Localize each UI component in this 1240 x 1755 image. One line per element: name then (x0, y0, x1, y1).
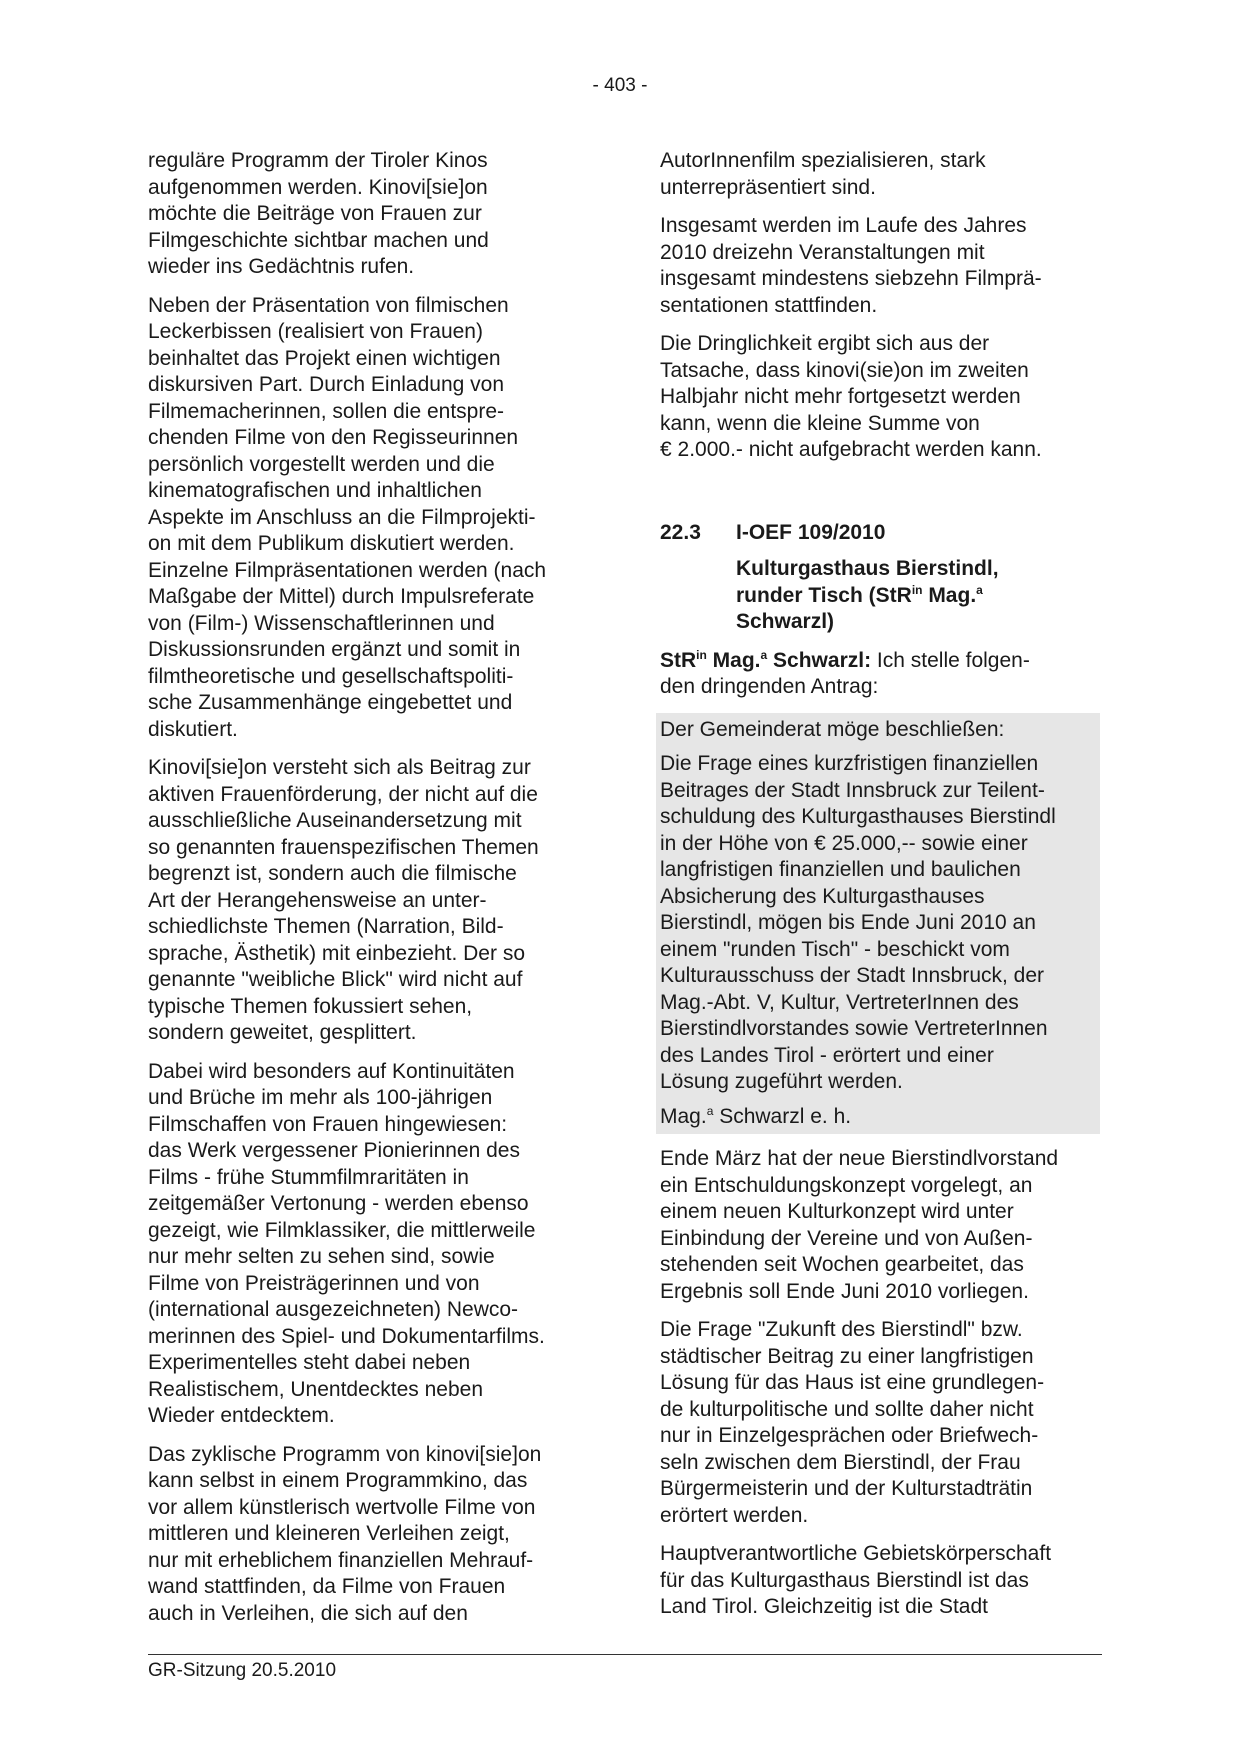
text-line: merinnen des Spiel- und Dokumentarfilms. (148, 1324, 545, 1348)
text-line: Hauptverantwortliche Gebietskörperschaft (660, 1542, 1052, 1565)
text-line: Ende März hat der neue Bierstindlvorstand (660, 1147, 1059, 1170)
text-line: de kulturpolitische und sollte daher nicht (660, 1397, 1034, 1421)
agenda-title-line: Schwarzl) (736, 610, 835, 633)
text-line: Einzelne Filmpräsentationen werden (nach (148, 558, 547, 582)
text-line: das Werk vergessener Pionierinnen des (148, 1139, 520, 1162)
text-line: beinhaltet das Projekt einen wichtigen (148, 346, 501, 370)
text-line: Beitrages der Stadt Innsbruck zur Teilent- (660, 778, 1045, 802)
paragraph (148, 1442, 588, 1628)
text-line: stehenden seit Wochen gearbeitet, das (660, 1253, 1024, 1276)
signature-text: Schwarzl e. h. (713, 1104, 852, 1128)
page-number: - 403 - (592, 75, 648, 96)
text-line: kinematografischen und inhaltlichen (148, 479, 482, 502)
text-line: Lösung zugeführt werden. (660, 1070, 903, 1093)
agenda-item-header (660, 520, 1096, 547)
text-line: Filmschaffen von Frauen hingewiesen: (148, 1112, 508, 1136)
speaker-name-text: StR (660, 648, 697, 672)
text-line: Tatsache, dass kinovi(sie)on im zweiten (660, 358, 1029, 382)
text-line: Kulturausschuss der Stadt Innsbruck, der (660, 964, 1045, 987)
agenda-title-line (736, 583, 1096, 610)
text-line: Aspekte im Anschluss an die Filmprojekti- (148, 505, 536, 529)
agenda-title-sup: in (911, 582, 923, 597)
text-line: langfristigen finanziellen und baulichen (660, 858, 1021, 881)
text-line: Halbjahr nicht mehr fortgesetzt werden (660, 385, 1021, 408)
text-line: aktiven Frauenförderung, der nicht auf die (148, 782, 538, 806)
text-line: ausschließliche Auseinandersetzung mit (148, 809, 522, 832)
text-line: Lösung für das Haus ist eine grundlegen- (660, 1371, 1045, 1394)
text-line: on mit dem Publikum diskutiert werden. (148, 532, 515, 555)
text-line: nur in Einzelgesprächen oder Briefwech- (660, 1424, 1039, 1447)
paragraph (148, 148, 588, 281)
paragraph (660, 148, 1096, 201)
text-line: (international ausgezeichneten) Newco- (148, 1298, 519, 1321)
speaker-name-text: Mag. (706, 648, 761, 672)
text-line: auch in Verleihen, die sich auf den (148, 1601, 468, 1625)
text-line: Dabei wird besonders auf Kontinuitäten (148, 1059, 515, 1083)
text-line: Art der Herangehensweise an unter- (148, 888, 487, 912)
text-line: Das zyklische Programm von kinovi[sie]on (148, 1442, 542, 1466)
text-line: wieder ins Gedächtnis rufen. (148, 255, 415, 278)
motion-box (656, 713, 1100, 1135)
text-line: sondern geweitet, gesplittert. (148, 1021, 417, 1044)
text-line: Bierstindl, mögen bis Ende Juni 2010 an (660, 911, 1036, 934)
text-line: diskursiven Part. Durch Einladung von (148, 373, 505, 396)
text-line: gezeigt, wie Filmklassiker, die mittlerweile (148, 1218, 536, 1242)
footer-divider (148, 1654, 1102, 1655)
text-line: sprache, Ästhetik) mit einbezieht. Der so (148, 941, 525, 965)
text-line: nur mehr selten zu sehen sind, sowie (148, 1245, 495, 1268)
paragraph (148, 1059, 588, 1430)
right-column (660, 148, 1096, 1633)
text-line: kann selbst in einem Programmkino, das (148, 1469, 528, 1492)
left-column (148, 148, 588, 1639)
speaker-name (660, 649, 871, 672)
speaker-line: den dringenden Antrag: (660, 675, 879, 698)
text-line: Neben der Präsentation von filmischen (148, 293, 509, 317)
signature-text: Mag. (660, 1104, 707, 1128)
text-line: persönlich vorgestellt werden und die (148, 452, 495, 476)
text-line: möchte die Beiträge von Frauen zur (148, 202, 482, 225)
text-line: Filmemacherinnen, sollen die entspre- (148, 399, 505, 423)
agenda-code: I-OEF 109/2010 (736, 520, 886, 544)
text-line: Films - frühe Stummfilmraritäten in (148, 1165, 469, 1189)
agenda-number: 22.3 (660, 520, 701, 544)
text-line: Experimentelles steht dabei neben (148, 1351, 471, 1374)
agenda-title (660, 556, 1096, 636)
agenda-title-text: runder Tisch (StR (736, 583, 912, 607)
text-line: in der Höhe von € 25.000,-- sowie einer (660, 831, 1028, 855)
text-line: € 2.000.- nicht aufgebracht werden kann. (660, 438, 1042, 461)
speaker-text: Ich stelle folgen- (871, 648, 1030, 672)
text-line: typische Themen fokussiert sehen, (148, 994, 473, 1018)
paragraph (660, 331, 1096, 464)
text-line: Die Frage eines kurzfristigen finanziellen (660, 752, 1039, 775)
text-line: ein Entschuldungskonzept vorgelegt, an (660, 1173, 1033, 1197)
text-line: insgesamt mindestens siebzehn Filmprä- (660, 267, 1042, 290)
text-line: Kinovi[sie]on versteht sich als Beitrag zur (148, 756, 531, 779)
text-line: Leckerbissen (realisiert von Frauen) (148, 320, 483, 343)
text-line: mittleren und kleineren Verleihen zeigt, (148, 1522, 510, 1545)
text-line: von (Film-) Wissenschaftlerinnen und (148, 611, 495, 635)
text-line: Diskussionsrunden ergänzt und somit in (148, 638, 521, 661)
text-line: Bierstindlvorstandes sowie VertreterInnen (660, 1017, 1048, 1040)
text-line: Filmgeschichte sichtbar machen und (148, 228, 489, 252)
text-line: aufgenommen werden. Kinovi[sie]on (148, 175, 488, 199)
text-line: zeitgemäßer Vertonung - werden ebenso (148, 1192, 529, 1215)
text-line: einem neuen Kulturkonzept wird unter (660, 1200, 1014, 1223)
text-line: Die Dringlichkeit ergibt sich aus der (660, 332, 990, 355)
paragraph (148, 293, 588, 744)
text-line: Land Tirol. Gleichzeitig ist die Stadt (660, 1595, 989, 1618)
agenda-title-sup: a (976, 582, 983, 597)
agenda-title-text: Mag. (922, 583, 977, 607)
motion-signature (660, 1104, 1096, 1131)
text-line: und Brüche im mehr als 100-jährigen (148, 1086, 493, 1109)
paragraph (660, 1146, 1096, 1305)
text-line: seln zwischen dem Bierstindl, der Frau (660, 1450, 1021, 1474)
motion-heading: Der Gemeinderat möge beschließen: (660, 717, 1005, 741)
text-line: diskutiert. (148, 717, 238, 741)
text-line: Absicherung des Kulturgasthauses (660, 884, 985, 908)
right-intro-paragraphs (660, 148, 1096, 464)
motion-body (660, 751, 1096, 1096)
text-line: einem "runden Tisch" - beschickt vom (660, 937, 1010, 961)
text-line: Maßgabe der Mittel) durch Impulsreferate (148, 585, 535, 608)
text-line: städtischer Beitrag zu einer langfristigen (660, 1344, 1034, 1368)
text-line: begrenzt ist, sondern auch die filmische (148, 862, 517, 885)
text-line: kann, wenn die kleine Summe von (660, 411, 980, 435)
paragraph (660, 1541, 1096, 1621)
text-line: chenden Filme von den Regisseurinnen (148, 426, 519, 449)
paragraph (660, 1317, 1096, 1529)
text-line: Bürgermeisterin und der Kulturstadträtin (660, 1477, 1033, 1500)
text-line: wand stattfinden, da Filme von Frauen (148, 1575, 506, 1598)
text-line: Wieder entdecktem. (148, 1404, 335, 1427)
speaker-paragraph (660, 648, 1096, 701)
text-line: AutorInnenfilm spezialisieren, stark (660, 149, 986, 172)
signature-sup: a (706, 1103, 714, 1118)
text-line: schuldung des Kulturgasthauses Bierstindl (660, 805, 1056, 828)
right-after-paragraphs (660, 1146, 1096, 1621)
text-line: Mag.-Abt. V, Kultur, VertreterInnen des (660, 990, 1019, 1014)
text-line: für das Kulturgasthaus Bierstindl ist das (660, 1568, 1029, 1592)
text-line: genannte "weibliche Blick" wird nicht auf (148, 968, 523, 991)
text-line: unterrepräsentiert sind. (660, 175, 876, 199)
text-line: Insgesamt werden im Laufe des Jahres (660, 214, 1027, 237)
text-line: Einbindung der Vereine und von Außen- (660, 1226, 1033, 1250)
text-line: schiedlichste Themen (Narration, Bild- (148, 915, 504, 938)
text-line: sche Zusammenhänge eingebettet und (148, 691, 513, 714)
speaker-name-sup: in (696, 647, 707, 662)
text-line: vor allem künstlerisch wertvolle Filme von (148, 1495, 536, 1519)
text-line: Die Frage "Zukunft des Bierstindl" bzw. (660, 1318, 1023, 1341)
speaker-name-sup: a (760, 647, 768, 662)
speaker-name-text: Schwarzl: (767, 648, 872, 672)
text-line: nur mit erheblichem finanziellen Mehrauf- (148, 1548, 534, 1572)
text-line: erörtert werden. (660, 1503, 809, 1527)
speaker-line (660, 648, 1096, 675)
text-line: sentationen stattfinden. (660, 293, 878, 317)
agenda-title-line: Kulturgasthaus Bierstindl, (736, 557, 999, 580)
text-line: Ergebnis soll Ende Juni 2010 vorliegen. (660, 1279, 1029, 1303)
text-line: so genannten frauenspezifischen Themen (148, 835, 539, 859)
text-line: filmtheoretische und gesellschaftspoliti- (148, 664, 514, 688)
text-line: reguläre Programm der Tiroler Kinos (148, 149, 488, 172)
text-line: Realistischem, Unentdecktes neben (148, 1377, 484, 1401)
text-line: 2010 dreizehn Veranstaltungen mit (660, 240, 985, 264)
text-line: Filme von Preisträgerinnen und von (148, 1271, 480, 1295)
paragraph (660, 213, 1096, 319)
paragraph (148, 755, 588, 1047)
text-line: des Landes Tirol - erörtert und einer (660, 1043, 994, 1067)
footer-session-date: GR-Sitzung 20.5.2010 (148, 1660, 337, 1681)
